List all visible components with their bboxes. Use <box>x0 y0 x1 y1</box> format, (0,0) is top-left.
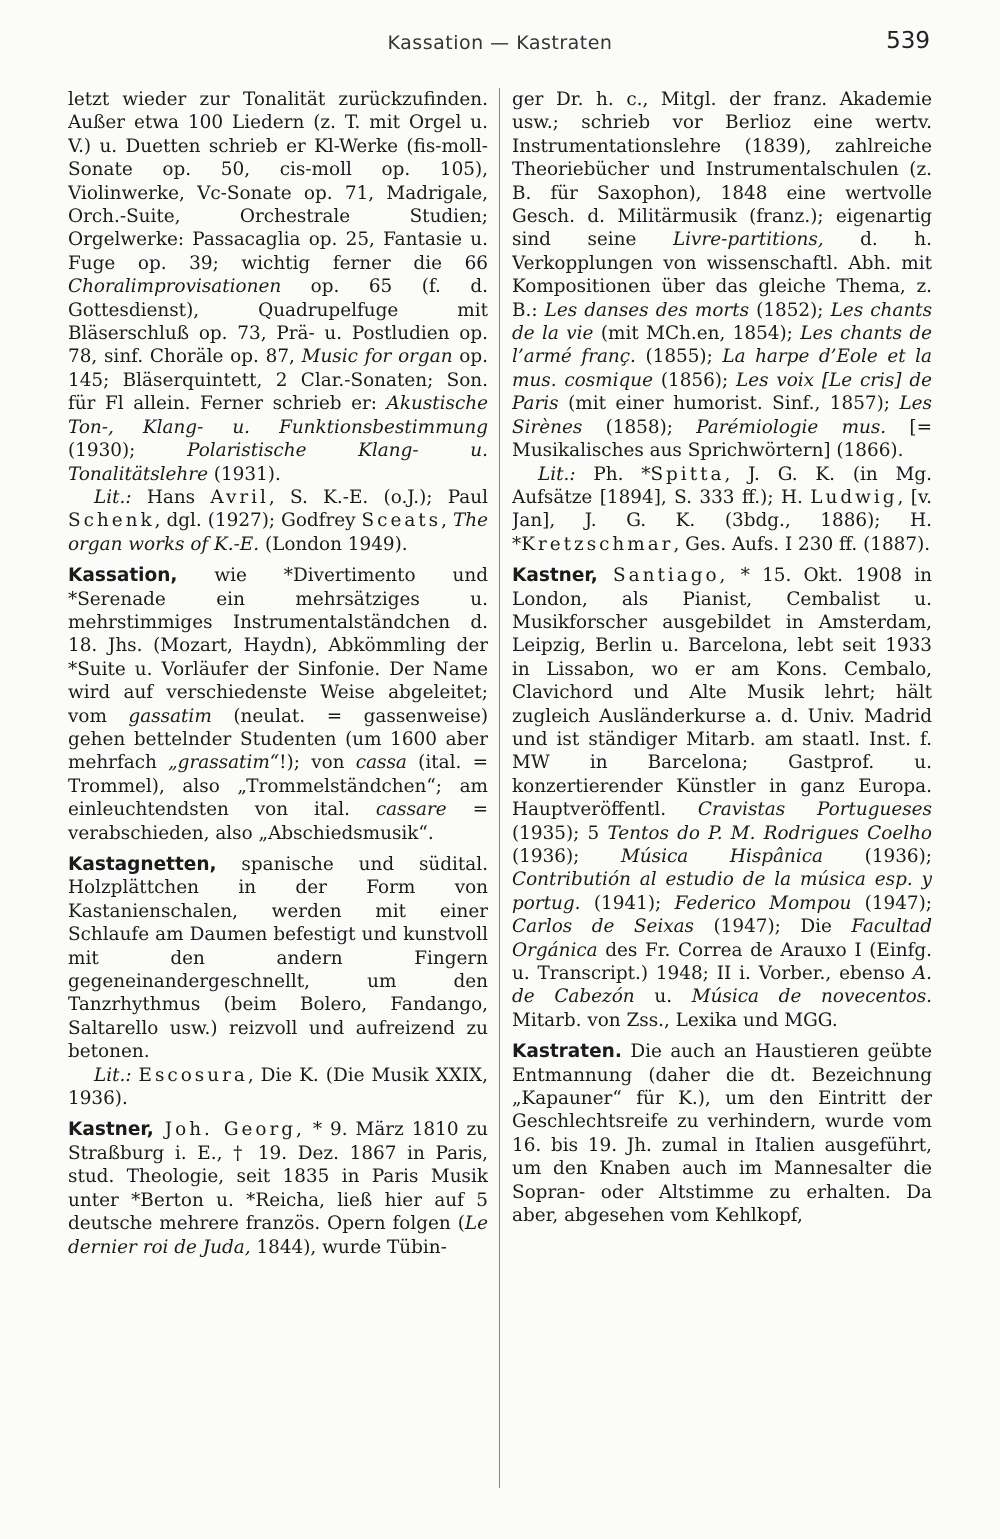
page-header <box>0 28 1000 68</box>
column-rule <box>499 88 500 1488</box>
entry-kastraten: Kastraten. Die auch an Haustieren geübte Entmannung (daher die dt. Bezeichnung „Kapauner“ für K.), um den Eintritt der Geschlechtsreife zu verhindern, wurde vom 16. bis 19. Jh. zumal in Italien ausgeführt, um den Knaben auch im Mannesalter die Sopran- oder Altstimme zu erhalten. Da aber, abgesehen vom Kehlkopf, <box>512 1041 932 1227</box>
continuation-paragraph: letzt wieder zur Tonalität zurückzufinden. Außer etwa 100 Liedern (z. T. mit Orgel u. V.) u. Duetten schrieb er Kl-Werke (fis-moll-Sonate op. 50, cis-moll op. 105), Violinwerke, Vc-Sonate op. 71, Madrigale, Orch.-Suite, Orchestrale Studien; Orgelwerke: Passacaglia op. 25, Fantasie u. Fuge op. 39; wichtig ferner die 66 Choralimprovisationen op. 65 (f. d. Gottesdienst), Quadrupelfuge mit Bläserschluß op. 73, Prä- u. Postludien op. 78, sinf. Choräle op. 87, Music for organ op. 145; Bläserquintett, 2 Clar.-Sonaten; Son. für Fl allein. Ferner schrieb er: Akustische Ton-, Klang- u. Funktionsbestimmung (1930); Polaristische Klang- u. Tonalitätslehre (1931). <box>68 89 488 485</box>
entry-kastner-santiago: Kastner, Santiago, * 15. Okt. 1908 in London, als Pianist, Cembalist u. Musikforscher ausgebildet in Amsterdam, Leipzig, Berlin u. Barcelona, lebt seit 1933 in Lissabon, wo er am Kons. Cembalo, Clavichord und Alte Musik lehrt; hält zugleich Ausländerkurse a. d. Univ. Madrid und ist ständiger Mitarb. am staatl. Inst. f. MW in Barcelona; Gastprof. u. konzertierender Künstler in ganz Europa. Hauptveröffentl. Cravistas Portugueses (1935); 5 Tentos do P. M. Rodrigues Coelho (1936); Música Hispânica (1936); Contributión al estudio de la música esp. y portug. (1941); Federico Mompou (1947); Carlos de Seixas (1947); Die Facultad Orgánica des Fr. Correa de Arauxo I (Einfg. u. Transcript.) 1948; II i. Vorber., ebenso A. de Cabezón u. Música de novecentos. Mitarb. von Zss., Lexika und MGG. <box>512 565 932 1031</box>
literature-note: Lit.: Hans Avril, S. K.-E. (o.J.); Paul Schenk, dgl. (1927); Godfrey Sceats, The organ works of K.-E. (London 1949). <box>68 486 488 555</box>
entry-kassation: Kassation, wie *Divertimento und *Serenade ein mehrsätziges u. mehrstimmiges Instrumentalständchen d. 18. Jhs. (Mozart, Haydn), Abkömmling der *Suite u. Vorläufer der Sinfonie. Der Name wird auf verschiedenste Weise abgeleitet; vom gassatim (neulat. = gassenweise) gehen bettelnder Studenten (um 1600 aber mehrfach „grassatim“!); von cassa (ital. = Trommel), also „Trommelständchen“; am einleuchtendsten von ital. cassare = verabschieden, also „Abschiedsmusik“. <box>68 565 488 844</box>
literature-note: Lit.: Escosura, Die K. (Die Musik XXIX, 1936). <box>68 1064 488 1110</box>
left-column <box>68 88 488 1508</box>
entry-kastner-georg: Kastner, Joh. Georg, * 9. März 1810 zu Straßburg i. E., † 19. Dez. 1867 in Paris, stud. Theologie, seit 1835 in Paris Musik unter *Berton u. *Reicha, ließ hier auf 5 deutsche mehrere französ. Opern folgen (Le dernier roi de Juda, 1844), wurde Tübin- <box>68 1119 488 1258</box>
headword: Kassation, <box>68 565 178 587</box>
continuation-paragraph: ger Dr. h. c., Mitgl. der franz. Akademie usw.; schrieb vor Berlioz eine wertv. Instrumentationslehre (1839), zahlreiche Theoriebücher und Instrumentalschulen (z. B. für Saxophon), 1848 eine wertvolle Gesch. d. Militärmusik (franz.); eigenartig sind seine Livre-partitions, d. h. Verkopplungen von wissenschaftl. Abh. mit Kompositionen über das gleiche Thema, z. B.: Les danses des morts (1852); Les chants de la vie (mit MCh.en, 1854); Les chants de l’armé franç. (1855); La harpe d’Eole et la mus. cosmique (1856); Les voix [Le cris] de Paris (mit einer humorist. Sinf., 1857); Les Sirènes (1858); Parémiologie mus. [= Musikalisches aus Sprichwörtern] (1866). <box>512 89 932 462</box>
page-number: 539 <box>886 28 930 54</box>
literature-note: Lit.: Ph. *Spitta, J. G. K. (in Mg. Aufsätze [1894], S. 333 ff.); H. Ludwig, [v. Jan], J. G. K. (3bdg., 1886); H. *Kretzschmar, Ges. Aufs. I 230 ff. (1887). <box>512 463 932 555</box>
right-column <box>512 88 932 1508</box>
headword: Kastner, <box>512 565 598 587</box>
running-head: Kassation — Kastraten <box>387 32 613 54</box>
entry-kastagnetten: Kastagnetten, spanische und südital. Holzplättchen in der Form von Kastanienschalen, werden mit einer Schlaufe am Daumen befestigt und kunstvoll mit den andern Fingern gegeneinandergeschnellt, um den Tanzrhythmus (beim Bolero, Fandango, Saltarello usw.) reizvoll und aufreizend zu betonen. <box>68 854 488 1063</box>
headword: Kastagnetten, <box>68 854 217 875</box>
headword: Kastraten. <box>512 1041 622 1063</box>
headword: Kastner, <box>68 1119 154 1141</box>
